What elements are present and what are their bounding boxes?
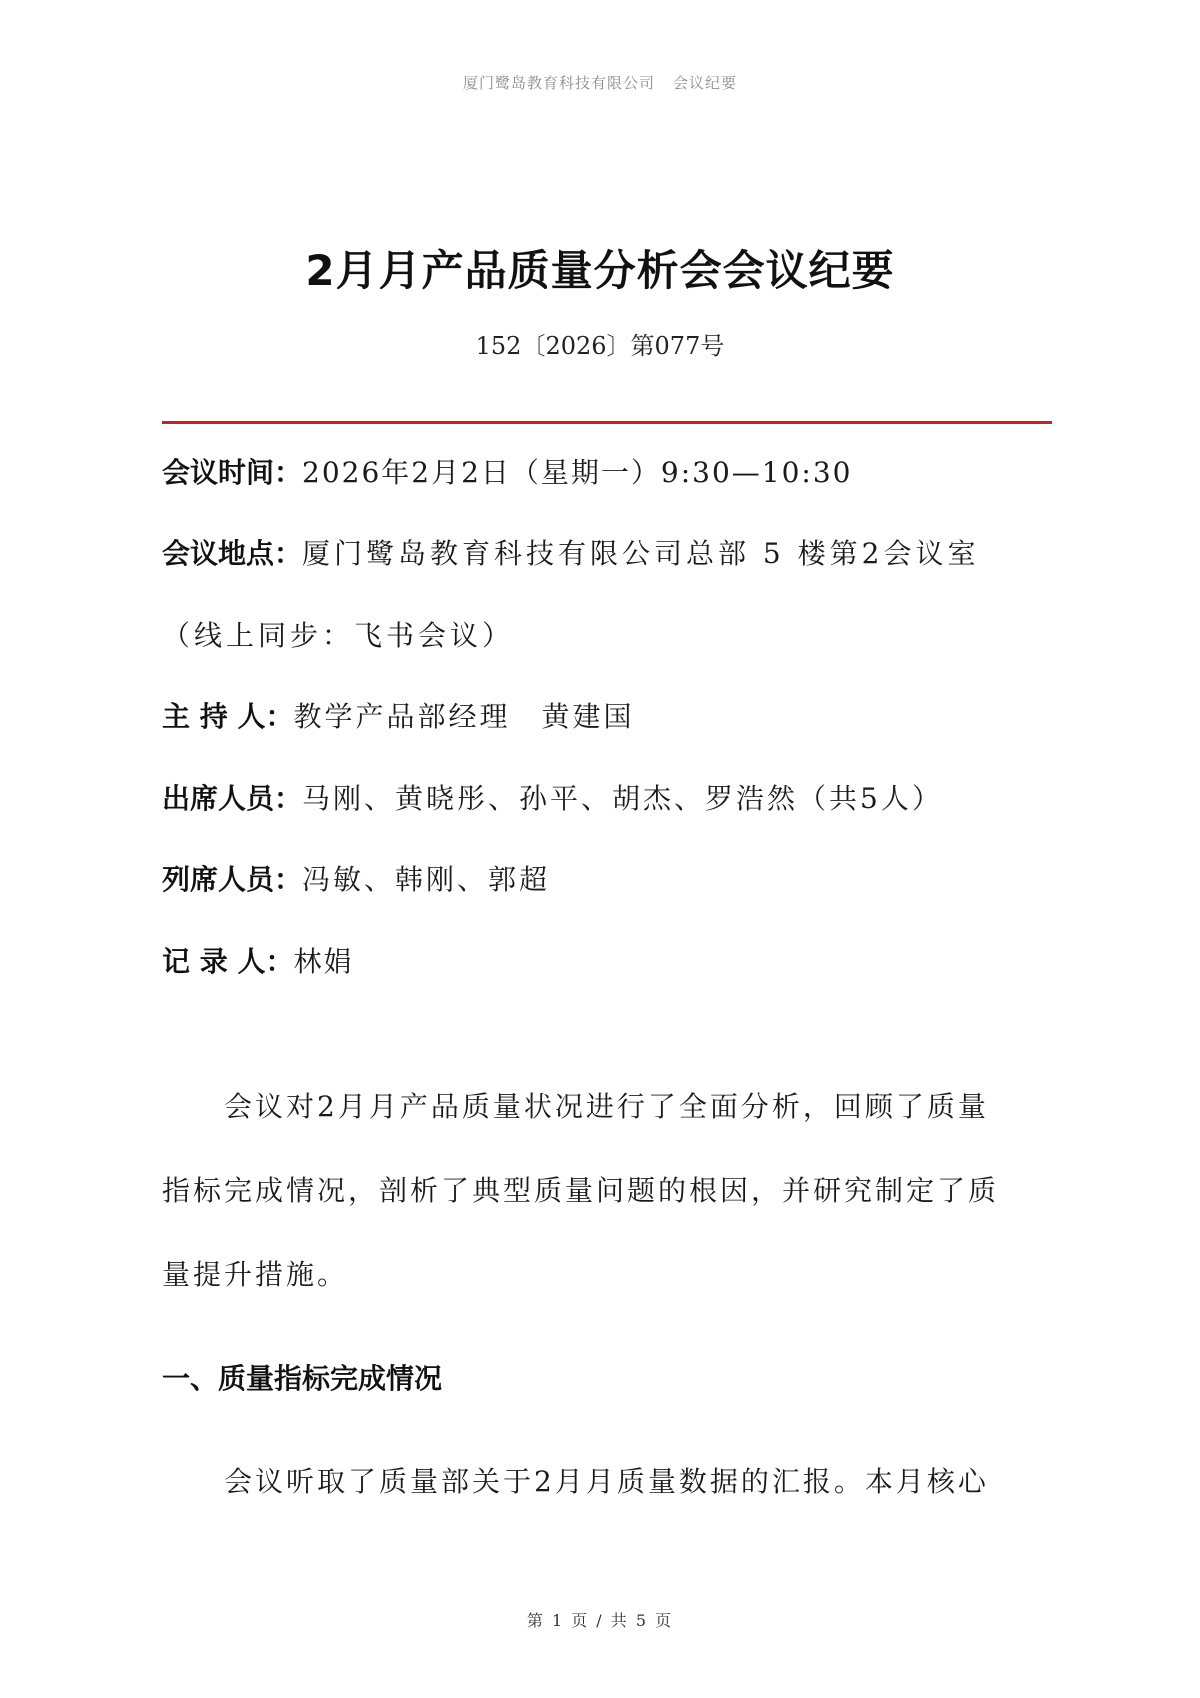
meta-time-label: 会议时间： — [162, 456, 303, 489]
intro-paragraph — [162, 1085, 1052, 1337]
meta-attendees-label: 出席人员： — [162, 782, 303, 815]
meta-host-value: 教学产品部经理 黄建国 — [293, 700, 635, 733]
section-1-paragraph — [162, 1460, 1052, 1544]
document-title: 2月月产品质量分析会会议纪要 — [305, 246, 895, 295]
running-header — [0, 72, 1200, 93]
meta-attendees-value: 马刚、黄晓彤、孙平、胡杰、罗浩然（共5人） — [302, 782, 943, 815]
meta-host-label: 主 持 人： — [162, 700, 294, 733]
intro-line-2: 指标完成情况，剖析了典型质量问题的根因，并研究制定了质 — [162, 1174, 1000, 1207]
meta-place-continued — [162, 614, 1052, 658]
red-divider — [162, 421, 1052, 424]
intro-line-1: 会议对2月月产品质量状况进行了全面分析，回顾了质量 — [162, 1090, 989, 1123]
meta-place-value-line1: 厦门鹭岛教育科技有限公司总部 5 楼第2会议室 — [302, 537, 980, 570]
meta-observers-value: 冯敏、韩刚、郭超 — [302, 863, 551, 896]
meta-time-value: 2026年2月2日（星期一）9:30—10:30 — [302, 456, 853, 489]
meta-observers — [162, 858, 1052, 902]
meta-recorder — [162, 940, 1052, 984]
meta-recorder-label: 记 录 人： — [162, 945, 294, 978]
meta-host — [162, 695, 1052, 739]
meta-place — [162, 532, 1052, 576]
meta-recorder-value: 林娟 — [293, 945, 354, 978]
meta-attendees — [162, 777, 1052, 821]
document-number: 152〔2026〕第077号 — [475, 332, 725, 360]
meta-place-value-line2: （线上同步：飞书会议） — [162, 619, 515, 652]
meta-time — [162, 451, 1052, 495]
section-1-line-1: 会议听取了质量部关于2月月质量数据的汇报。本月核心 — [162, 1465, 989, 1498]
header-company: 厦门鹭岛教育科技有限公司 — [462, 74, 655, 92]
intro-line-3: 量提升措施。 — [162, 1258, 349, 1291]
meta-place-label: 会议地点： — [162, 537, 303, 570]
header-doc-type: 会议纪要 — [673, 74, 738, 92]
section-1-heading: 一、质量指标完成情况 — [162, 1362, 443, 1395]
page-footer: 第 1 页 / 共 5 页 — [526, 1611, 674, 1630]
meta-observers-label: 列席人员： — [162, 863, 303, 896]
